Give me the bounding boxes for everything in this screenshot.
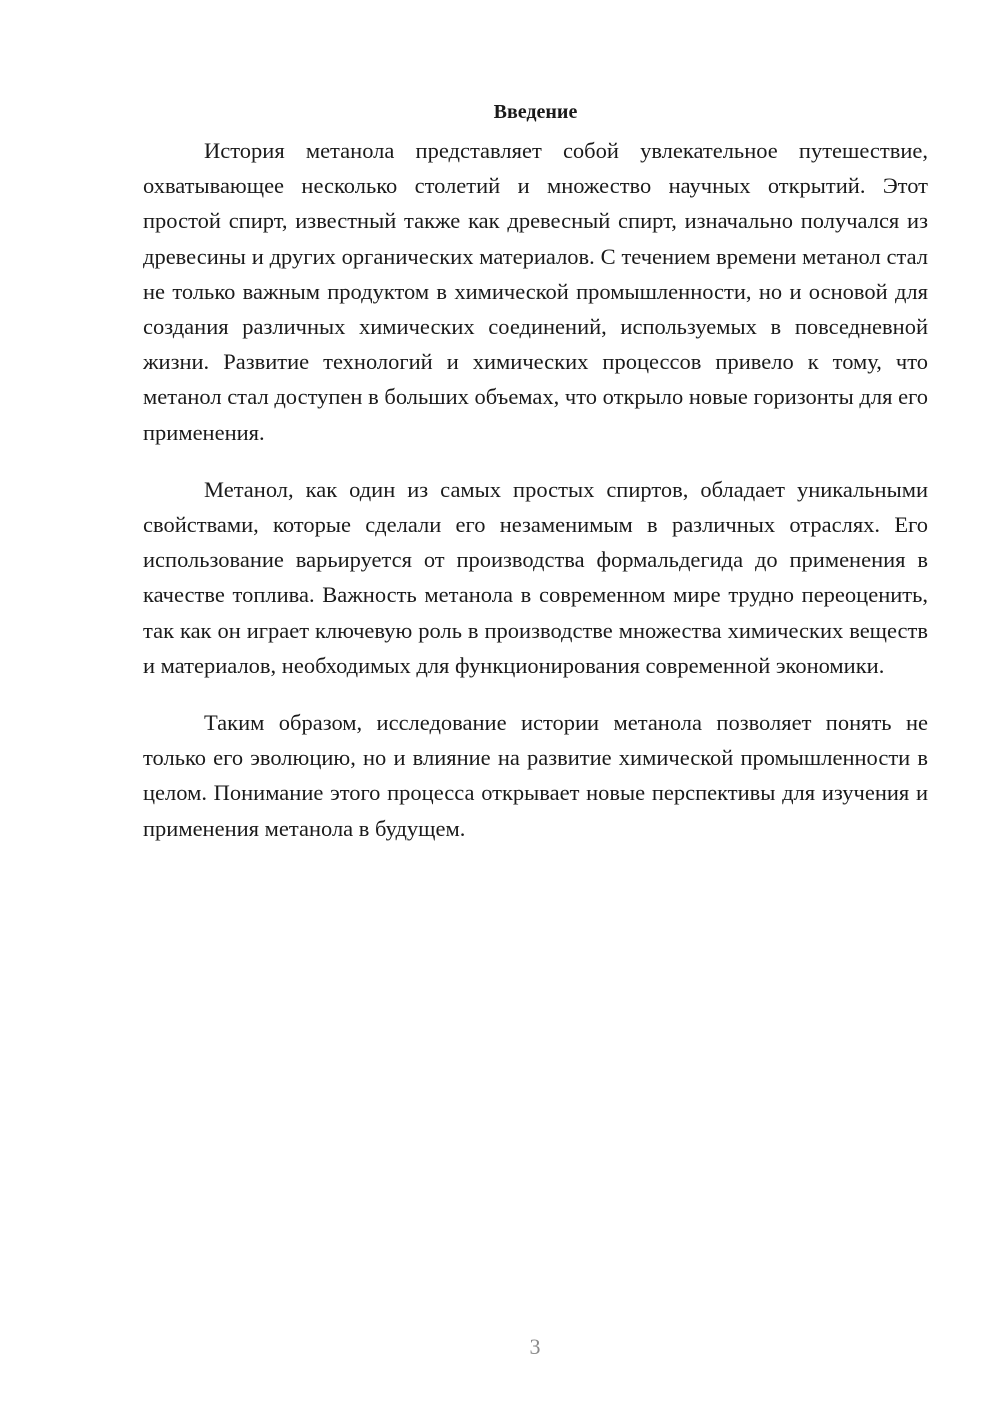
page-content bbox=[143, 95, 928, 846]
paragraph-properties: Метанол, как один из самых простых спиртов, обладает уникальными свойствами, которые сделали его незаменимым в различных отраслях. Его использование варьируется от производства формальдегида до применения в качестве топлива. Важность метанола в современном мире трудно переоценить, так как он играет ключевую роль в производстве множества химических веществ и материалов, необходимых для функционирования современной экономики. bbox=[143, 476, 928, 678]
page-number: 3 bbox=[529, 1334, 541, 1359]
paragraph-conclusion: Таким образом, исследование истории метанола позволяет понять не только его эволюцию, но и влияние на развитие химической промышленности в целом. Понимание этого процесса открывает новые перспективы для изучения и применения метанола в будущем. bbox=[143, 710, 928, 841]
section-heading: Введение bbox=[493, 101, 578, 123]
paragraph-history: История метанола представляет собой увлекательное путешествие, охватывающее несколько столетий и множество научных открытий. Этот простой спирт, известный также как древесный спирт, изначально получался из древесины и других органических материалов. С течением времени метанол стал не только важным продуктом в химической промышленности, но и основой для создания различных химических соединений, используемых в повседневной жизни. Развитие технологий и химических процессов привело к тому, что метанол стал доступен в больших объемах, что открыло новые горизонты для его применения. bbox=[143, 138, 928, 445]
